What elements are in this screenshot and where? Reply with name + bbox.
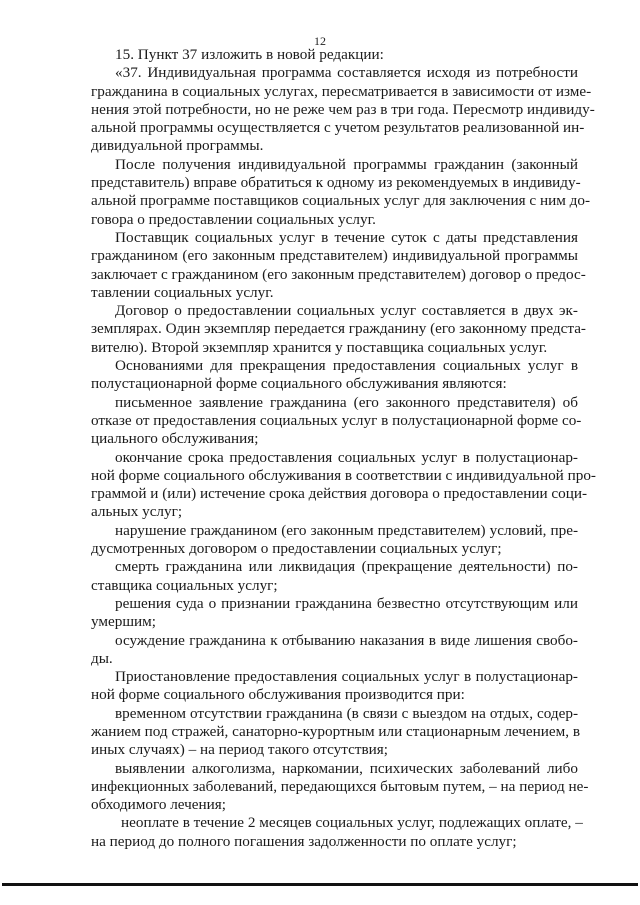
text-line: временном отсутствии гражданина (в связи с выездом на отдых, содер- xyxy=(115,704,578,722)
text-line: неоплате в течение 2 месяцев социальных услуг, подлежащих оплате, – xyxy=(121,814,583,832)
text-line: вителю). Второй экземпляр хранится у поставщика социальных услуг. xyxy=(91,338,548,356)
text-line: циального обслуживания; xyxy=(91,430,259,448)
text-line: Поставщик социальных услуг в течение суток с даты представления xyxy=(115,228,578,246)
text-line: полустационарной форме социального обслуживания являются: xyxy=(91,375,507,393)
text-line: говора о предоставлении социальных услуг. xyxy=(91,210,376,228)
text-line: ной форме социального обслуживания производится при: xyxy=(91,686,465,704)
text-line: нарушение гражданином (его законным представителем) условий, пре- xyxy=(115,521,578,539)
text-line: После получения индивидуальной программы гражданин (законный xyxy=(115,155,578,173)
text-line: заключает с гражданином (его законным представителем) договор о предос- xyxy=(91,265,586,283)
text-line: граммой и (или) истечение срока действия договора о предоставлении соци- xyxy=(91,485,588,503)
text-line: гражданина в социальных услугах, пересматривается в зависимости от изме- xyxy=(91,82,592,100)
text-line: Основаниями для прекращения предоставления социальных услуг в xyxy=(115,357,578,375)
text-line: инфекционных заболеваний, передающихся бытовым путем, – на период не- xyxy=(91,777,589,795)
text-line: решения суда о признании гражданина безвестно отсутствующим или xyxy=(115,594,578,612)
text-line: альной программе поставщиков социальных услуг для заключения с ним до- xyxy=(91,192,591,210)
text-line: Приостановление предоставления социальных услуг в полустационар- xyxy=(115,668,578,686)
text-line: умершим; xyxy=(91,613,156,631)
text-line: тавлении социальных услуг. xyxy=(91,283,274,301)
text-line: представитель) вправе обратиться к одному из рекомендуемых в индивиду- xyxy=(91,174,581,192)
text-line: на период до полного погашения задолженности по оплате услуг; xyxy=(91,832,517,850)
text-line: осуждение гражданина к отбыванию наказания в виде лишения свобо- xyxy=(115,631,578,649)
text-line: отказе от предоставления социальных услуг в полустационарной форме со- xyxy=(91,411,582,429)
text-line: ной форме социального обслуживания в соответствии с индивидуальной про- xyxy=(91,466,596,484)
text-line: земплярах. Один экземпляр передается гражданину (его законному предста- xyxy=(91,320,586,338)
text-line: ды. xyxy=(91,649,113,667)
text-line: иных случаях) – на период такого отсутствия; xyxy=(91,741,388,759)
text-line: альных услуг; xyxy=(91,503,183,521)
text-line: жанием под стражей, санаторно-курортным или стационарным лечением, в xyxy=(91,722,581,740)
text-line: нения этой потребности, но не реже чем раз в три года. Пересмотр индивиду- xyxy=(91,100,595,118)
bottom-rule xyxy=(2,883,638,886)
text-line: ставщика социальных услуг; xyxy=(91,576,278,594)
text-line: окончание срока предоставления социальных услуг в полустационар- xyxy=(115,448,578,466)
text-line: дивидуальной программы. xyxy=(91,137,264,155)
document-body xyxy=(91,46,596,851)
text-line: выявлении алкоголизма, наркомании, психических заболеваний либо xyxy=(115,759,578,777)
text-line: «37. Индивидуальная программа составляется исходя из потребности xyxy=(115,64,578,82)
text-line: альной программы осуществляется с учетом результатов реализованной ин- xyxy=(91,119,585,137)
page-number: 12 xyxy=(314,34,326,48)
text-line: письменное заявление гражданина (его законного представителя) об xyxy=(115,393,578,411)
text-line: смерть гражданина или ликвидация (прекращение деятельности) по- xyxy=(115,558,578,576)
text-line: Договор о предоставлении социальных услуг составляется в двух эк- xyxy=(115,302,578,320)
text-line: обходимого лечения; xyxy=(91,796,226,814)
text-line: 15. Пункт 37 изложить в новой редакции: xyxy=(115,46,384,63)
text-line: дусмотренных договором о предоставлении социальных услуг; xyxy=(91,540,502,558)
text-line: гражданином (его законным представителем) индивидуальной программы xyxy=(91,247,578,265)
